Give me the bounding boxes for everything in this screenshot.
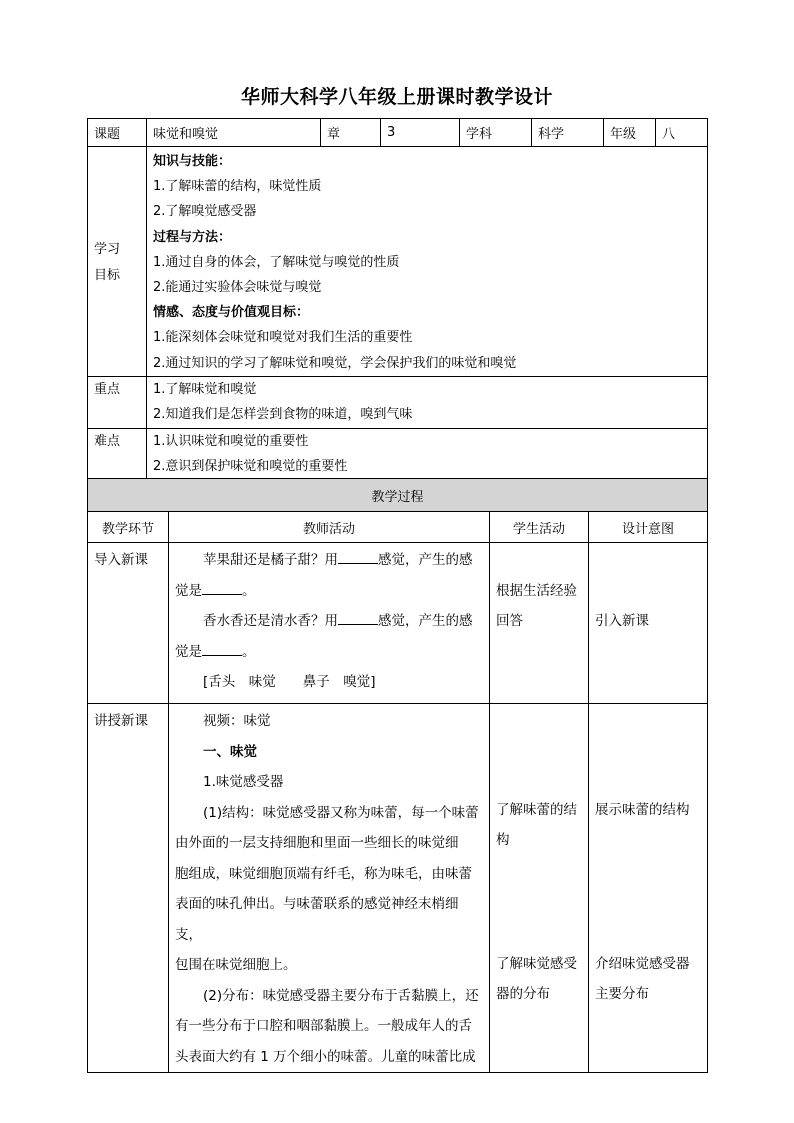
answer-blank xyxy=(202,641,242,656)
lecture-row xyxy=(88,704,708,1073)
objectives-label: 学习 目标 xyxy=(88,147,147,377)
key-points-content xyxy=(147,376,708,428)
objective-item: 2.通过知识的学习了解味觉和嗅觉，学会保护我们的味觉和嗅觉 xyxy=(153,355,517,371)
objectives-content xyxy=(147,147,708,377)
lesson-info-table xyxy=(87,118,708,481)
lecture-student: 了解味蕾的结 构 了解味觉感受 器的分布 xyxy=(490,704,589,1073)
key-point-item: 1.了解味觉和嗅觉 xyxy=(153,381,257,397)
header-row xyxy=(88,119,708,147)
column-header-teacher: 教师活动 xyxy=(169,512,490,543)
topic-value: 味觉和嗅觉 xyxy=(147,119,321,147)
lecture-stage: 讲授新课 xyxy=(88,704,169,1073)
process-heading: 教学过程 xyxy=(88,479,708,512)
difficulty-item: 1.认识味觉和嗅觉的重要性 xyxy=(153,433,309,449)
grade-value: 八 xyxy=(656,119,708,147)
subject-value: 科学 xyxy=(532,119,604,147)
objective-heading: 情感、态度与价值观目标： xyxy=(153,305,310,321)
difficulties-row xyxy=(88,428,708,480)
intro-question-1-cont: 觉是 。 xyxy=(175,576,483,607)
lecture-purpose: 展示味蕾的结构 介绍味觉感受器 主要分布 xyxy=(589,704,708,1073)
objective-heading: 知识与技能： xyxy=(153,154,232,169)
lecture-line: 1.味觉感受器 xyxy=(203,774,284,790)
intro-row xyxy=(88,543,708,704)
intro-purpose: 引入新课 xyxy=(589,543,708,704)
objective-item: 1.了解味蕾的结构，味觉性质 xyxy=(153,179,322,195)
objective-item: 1.通过自身的体会，了解味觉与嗅觉的性质 xyxy=(153,254,400,270)
difficulties-content xyxy=(147,428,708,480)
objective-item: 2.了解嗅觉感受器 xyxy=(153,204,257,220)
intro-stage: 导入新课 xyxy=(88,543,169,704)
chapter-label: 章 xyxy=(321,119,381,147)
intro-question-2-cont: 觉是 。 xyxy=(175,637,483,668)
page-title: 华师大科学八年级上册课时教学设计 xyxy=(240,86,553,108)
lecture-line: 视频：味觉 xyxy=(203,713,271,729)
intro-question-2: 香水香还是清水香？用 感觉，产生的感 xyxy=(175,606,483,637)
key-points-row xyxy=(88,376,708,428)
lecture-line: 头表面大约有 1 万个细小的味蕾。儿童的味蕾比成 xyxy=(175,1048,476,1065)
topic-label: 课题 xyxy=(88,119,147,147)
difficulties-label: 难点 xyxy=(88,428,147,480)
lecture-line: 一、味觉 xyxy=(203,743,257,760)
answer-blank xyxy=(338,610,378,625)
objectives-row xyxy=(88,147,708,377)
difficulty-item: 2.意识到保护味觉和嗅觉的重要性 xyxy=(153,458,348,474)
column-header-stage: 教学环节 xyxy=(88,512,169,543)
lecture-line: 有一些分布于口腔和咽部黏膜上。一般成年人的舌 xyxy=(175,1018,472,1034)
process-columns-row xyxy=(88,512,708,543)
subject-label: 学科 xyxy=(460,119,532,147)
objective-item: 2.能通过实验体会味觉与嗅觉 xyxy=(153,279,322,295)
objective-item: 1.能深刻体会味觉和嗅觉对我们生活的重要性 xyxy=(153,330,413,346)
objective-heading: 过程与方法： xyxy=(153,229,232,245)
lecture-line: 由外面的一层支持细胞和里面一些细长的味觉细 xyxy=(175,835,459,851)
grade-label: 年级 xyxy=(604,119,656,147)
lecture-line: 表面的味孔伸出。与味蕾联系的感觉神经末梢细支， xyxy=(175,896,459,943)
column-header-student: 学生活动 xyxy=(490,512,589,543)
key-point-item: 2.知道我们是怎样尝到食物的味道，嗅到气味 xyxy=(153,406,413,422)
chapter-value: 3 xyxy=(381,119,460,147)
intro-teacher xyxy=(169,543,490,704)
answer-blank xyxy=(338,549,378,564)
lecture-line: 胞组成，味觉细胞顶端有纤毛，称为味毛，由味蕾 xyxy=(175,865,472,882)
key-points-label: 重点 xyxy=(88,376,147,428)
lecture-teacher xyxy=(169,704,490,1073)
lecture-line: (2)分布：味觉感受器主要分布于舌黏膜上，还 xyxy=(203,987,479,1004)
intro-student: 根据生活经验 回答 xyxy=(490,543,589,704)
intro-answer: [舌头 味觉 鼻子 嗅觉] xyxy=(203,674,376,690)
answer-blank xyxy=(202,580,242,595)
lecture-line: (1)结构：味觉感受器又称为味蕾，每一个味蕾 xyxy=(203,804,479,821)
intro-question-1: 苹果甜还是橘子甜？用 感觉，产生的感 xyxy=(175,545,483,576)
column-header-purpose: 设计意图 xyxy=(589,512,708,543)
lecture-line: 包围在味觉细胞上。 xyxy=(175,957,297,973)
teaching-process-table xyxy=(87,478,708,1073)
